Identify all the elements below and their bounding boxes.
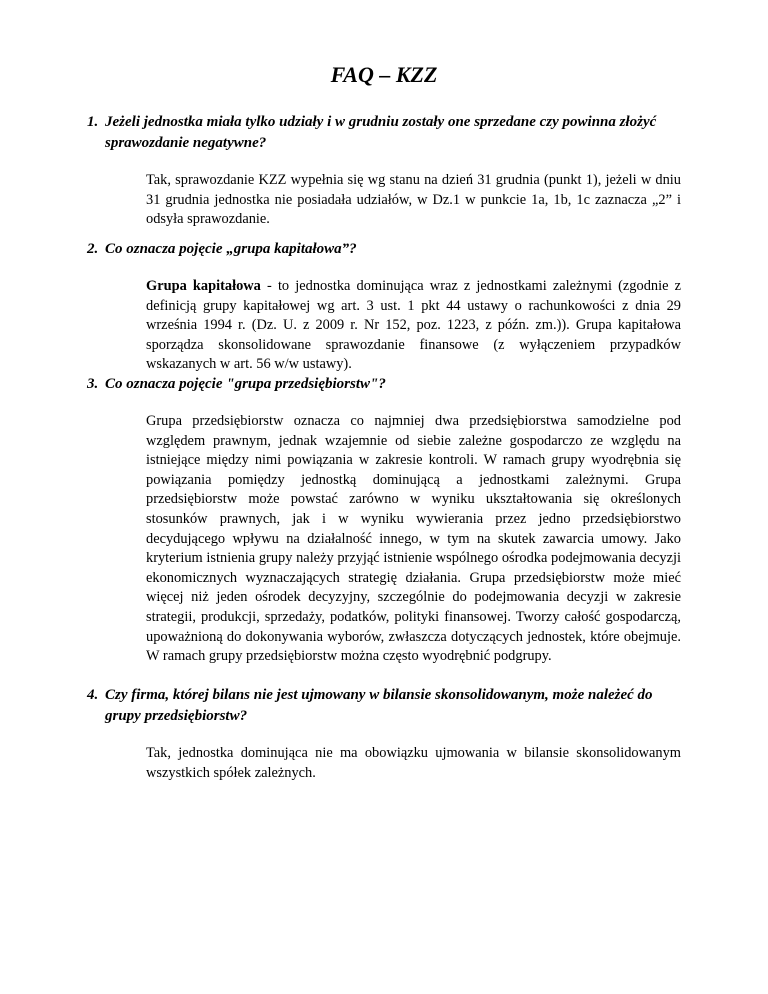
answer-text: Grupa przedsiębiorstw oznacza co najmniej dwa przedsiębiorstwa samodzielne pod względem prawnym, jednak wzajemnie od siebie zależne gospodarczo ze względu na istniejące między nimi powiązania w zakresie kontroli. W ramach grupy wyodrębnia się powiązania pomiędzy jednostką dominującą a jednostkami zależnymi. Grupa przedsiębiorstw może powstać zarówno w wyniku ukształtowania się określonych stosunków prawnych, jak i w wyniku wywierania przez jedno przedsiębiorstwo decydującego wpływu na działalność innego, w tym na skutek zawarcia umowy. Jako kryterium istnienia grupy należy przyjąć istnienie wspólnego ośrodka podejmowania decyzji ekonomicznych wyznaczających strategię działania. Grupa przedsiębiorstw może mieć więcej niż jeden ośrodek decyzyjny, szczególnie do podejmowania decyzji w zakresie strategii, produkcji, sprzedaży, podatków, polityki finansowej. Tworzy całość gospodarczą, upoważnioną do dokonywania wyborów, zwłaszcza dotyczących jednostek, które obejmuje. W ramach grupy przedsiębiorstw można często wyodrębnić podgrupy. — [146, 413, 681, 665]
page-title: FAQ – KZZ — [330, 62, 438, 87]
answer-text: - to jednostka dominująca wraz z jednostkami zależnymi (zgodnie z definicją grupy kapitałowej wg art. 3 ust. 1 pkt 44 ustawy o rachunkowości z dnia 29 września 1994 r. (Dz. U. z 2009 r. Nr 152, poz. 1223, z późn. zm.)). Grupa kapitałowa sporządza skonsolidowane sprawozdanie finansowe (z wyłączeniem przypadków wskazanych w art. 56 w/w ustawy). — [146, 278, 681, 373]
question-number: 4. — [87, 687, 99, 703]
answer-text: Tak, sprawozdanie KZZ wypełnia się wg stanu na dzień 31 grudnia (punkt 1), jeżeli w dniu 31 grudnia jednostka nie posiadała udziałów, w Dz.1 w punkcie 1a, 1b, 1c zaznacza „2” i odsyła sprawozdanie. — [146, 172, 681, 228]
faq-item-2 — [87, 239, 681, 375]
question — [87, 374, 681, 395]
question-text: Co oznacza pojęcie „grupa kapitałowa”? — [105, 241, 357, 257]
answer — [146, 277, 681, 375]
question-number: 2. — [87, 241, 99, 257]
question-number: 1. — [87, 114, 99, 130]
question — [87, 685, 681, 727]
question-text: Jeżeli jednostka miała tylko udziały i w grudniu zostały one sprzedane czy powinna złożyć sprawozdanie negatywne? — [105, 114, 657, 151]
faq-item-4 — [87, 685, 681, 783]
question-number: 3. — [87, 376, 99, 392]
question — [87, 112, 681, 154]
question-text: Czy firma, której bilans nie jest ujmowany w bilansie skonsolidowanym, może należeć do grupy przedsiębiorstw? — [105, 687, 653, 724]
faq-item-3 — [87, 374, 681, 667]
answer-term: Grupa kapitałowa — [146, 278, 261, 294]
faq-item-1 — [87, 112, 681, 230]
question-text: Co oznacza pojęcie "grupa przedsiębiorstw"? — [105, 376, 386, 392]
answer-text: Tak, jednostka dominująca nie ma obowiązku ujmowania w bilansie skonsolidowanym wszystkich spółek zależnych. — [146, 745, 681, 781]
question — [87, 239, 681, 260]
